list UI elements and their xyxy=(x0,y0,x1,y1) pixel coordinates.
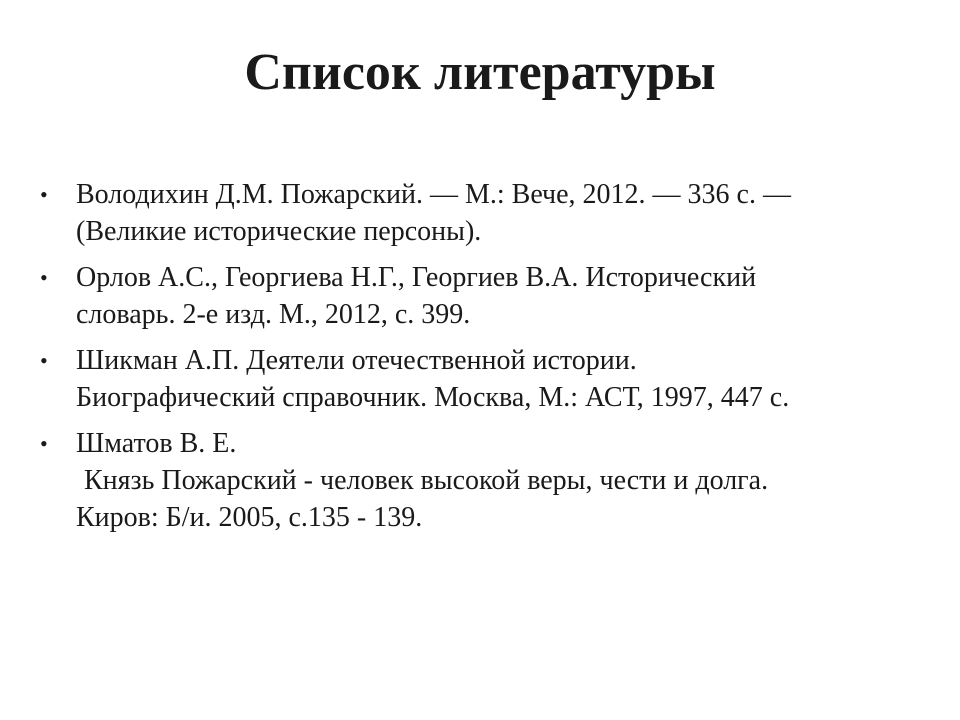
reference-list xyxy=(40,176,920,545)
list-item xyxy=(40,176,920,250)
bullet-icon: • xyxy=(40,348,48,373)
list-item xyxy=(40,259,920,333)
reference-line: Володихин Д.М. Пожарский. — М.: Вече, 2012. — 336 с. — xyxy=(76,179,791,210)
reference-line: Биографический справочник. Москва, М.: АСТ, 1997, 447 с. xyxy=(76,382,790,413)
reference-line: Киров: Б/и. 2005, с.135 - 139. xyxy=(76,502,423,533)
reference-line: (Великие исторические персоны). xyxy=(76,216,482,247)
bullet-icon: • xyxy=(40,431,48,456)
reference-line: Шматов В. Е. xyxy=(76,428,237,459)
reference-line: Орлов А.С., Георгиева Н.Г., Георгиев В.А. Исторический xyxy=(76,262,757,293)
list-item xyxy=(40,342,920,416)
list-item xyxy=(40,425,920,536)
reference-line: Шикман А.П. Деятели отечественной истории. xyxy=(76,345,637,376)
reference-line: словарь. 2-е изд. М., 2012, с. 399. xyxy=(76,299,471,330)
bullet-icon: • xyxy=(40,265,48,290)
reference-line: Князь Пожарский - человек высокой веры, чести и долга. xyxy=(84,465,769,496)
slide-title: Список литературы xyxy=(244,44,716,101)
bullet-icon: • xyxy=(40,182,48,207)
